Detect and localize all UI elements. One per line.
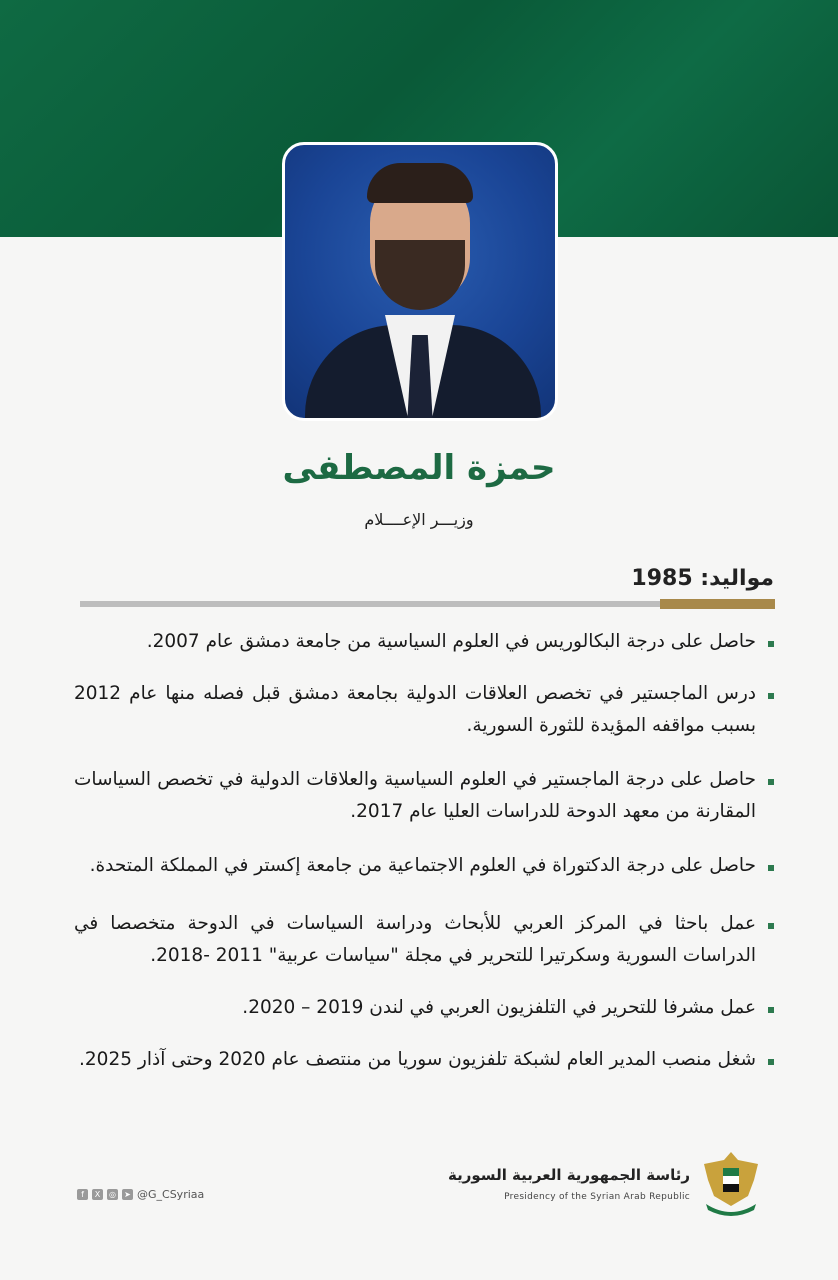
- person-name: حمزة المصطفى: [282, 448, 556, 488]
- bio-item: حاصل على درجة الماجستير في العلوم السياسية والعلاقات الدولية في تخصص السياسات المقارنة من معهد الدوحة للدراسات العليا عام 2017.: [74, 764, 774, 828]
- social-handle: @G_CSyriaa: [137, 1188, 205, 1201]
- portrait-beard: [375, 240, 465, 310]
- bio-item: عمل باحثا في المركز العربي للأبحاث ودراسة السياسات في الدوحة متخصصا في الدراسات السورية وسكرتيرا للتحرير في مجلة "سياسات عربية" 2011 -2018.: [74, 908, 774, 972]
- facebook-icon[interactable]: f: [77, 1189, 88, 1200]
- divider-line: [80, 601, 660, 607]
- instagram-icon[interactable]: ◎: [107, 1189, 118, 1200]
- bio-item: حاصل على درجة الدكتوراة في العلوم الاجتماعية من جامعة إكستر في المملكة المتحدة.: [74, 850, 774, 882]
- person-role: وزيـــر الإعــــلام: [364, 510, 474, 529]
- birth-year: مواليد: 1985: [631, 566, 774, 591]
- minister-portrait: [282, 142, 558, 421]
- org-name-arabic: رئاسة الجمهورية العربية السورية: [448, 1166, 690, 1184]
- bio-item: حاصل على درجة البكالوريس في العلوم السياسية من جامعة دمشق عام 2007.: [74, 626, 774, 658]
- bio-item: شغل منصب المدير العام لشبكة تلفزيون سوريا من منتصف عام 2020 وحتى آذار 2025.: [74, 1044, 774, 1076]
- social-bar: [77, 1188, 204, 1201]
- bio-item: درس الماجستير في تخصص العلاقات الدولية بجامعة دمشق قبل فصله منها عام 2012 بسبب مواقفه المؤيدة للثورة السورية.: [74, 678, 774, 742]
- bio-item: عمل مشرفا للتحرير في التلفزيون العربي في لندن 2019 – 2020.: [74, 992, 774, 1024]
- telegram-icon[interactable]: ➤: [122, 1189, 133, 1200]
- portrait-hair: [367, 163, 473, 203]
- divider-accent: [660, 599, 775, 609]
- x-icon[interactable]: X: [92, 1189, 103, 1200]
- org-name-english: Presidency of the Syrian Arab Republic: [504, 1192, 690, 1202]
- bio-list: [74, 626, 774, 1076]
- syrian-eagle-emblem-icon: [698, 1150, 764, 1218]
